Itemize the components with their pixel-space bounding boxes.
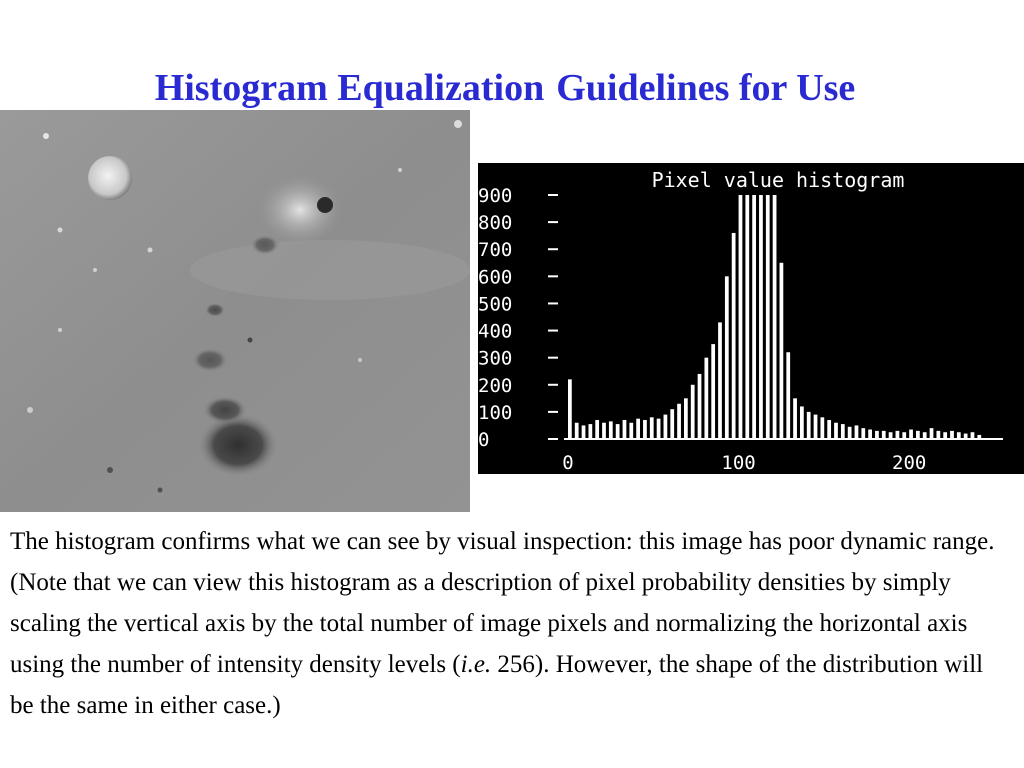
histogram-bar <box>684 398 688 439</box>
histogram-bar <box>766 195 770 439</box>
y-tick-label: 0 <box>478 429 490 451</box>
histogram-bars <box>568 195 981 439</box>
slide-title <box>0 64 1010 112</box>
y-tick-marks <box>548 195 558 439</box>
y-tick-label: 800 <box>478 212 513 235</box>
histogram-bar <box>923 432 927 439</box>
histogram-bar <box>718 322 722 439</box>
body-paragraph <box>10 521 1010 726</box>
histogram-bar <box>936 431 940 439</box>
histogram-bar <box>800 406 804 439</box>
y-tick-label: 700 <box>478 239 513 262</box>
histogram-bar <box>841 424 845 439</box>
histogram-bar <box>664 415 668 439</box>
histogram-bar <box>759 195 763 439</box>
histogram-bar <box>909 430 913 439</box>
histogram-bar <box>889 432 893 439</box>
histogram-bar <box>643 420 647 439</box>
title-part-1: Histogram Equalization <box>154 67 545 109</box>
histogram-bar <box>773 195 777 439</box>
histogram-bar <box>827 420 831 439</box>
chart-title: Pixel value histogram <box>651 168 905 192</box>
histogram-bar <box>582 425 586 439</box>
y-tick-label: 900 <box>478 185 513 207</box>
histogram-bar <box>868 430 872 439</box>
histogram-bar <box>957 432 961 439</box>
histogram-bar <box>848 427 852 439</box>
x-tick-label: 0 <box>562 452 574 474</box>
x-tick-label: 100 <box>721 452 756 474</box>
histogram-bar <box>807 412 811 439</box>
title-part-2: Guidelines for Use <box>556 67 856 109</box>
body-text-part-1: The histogram confirms what we can see by visual inspection: this image has poor dynamic range. (Note that we can view this histogram as a description of pixel probability densities by simply scaling the vertical axis by the total number of image pixels and normalizing the horizontal axis using the number of intensity density levels ( <box>10 528 995 678</box>
histogram-bar <box>575 423 579 439</box>
histogram-bar <box>786 352 790 439</box>
histogram-bar <box>943 432 947 439</box>
body-text-part-2: 256). However, the shape of the distribution will be the same in either case.) <box>10 651 984 719</box>
histogram-bar <box>875 431 879 439</box>
y-tick-label: 500 <box>478 293 513 316</box>
histogram-bar <box>732 233 736 439</box>
x-axis <box>562 452 926 474</box>
histogram-bar <box>677 404 681 439</box>
histogram-bar <box>691 385 695 439</box>
histogram-bar <box>650 417 654 439</box>
histogram-bar <box>793 398 797 439</box>
x-tick-label: 200 <box>892 452 927 474</box>
histogram-bar <box>780 263 784 439</box>
histogram-bar <box>752 195 756 439</box>
histogram-bar <box>834 423 838 439</box>
histogram-bar <box>855 425 859 439</box>
y-tick-label: 300 <box>478 347 513 370</box>
histogram-bar <box>616 424 620 439</box>
histogram-bar <box>623 420 627 439</box>
y-axis <box>478 185 512 451</box>
histogram-bar <box>745 195 749 439</box>
histogram-bar <box>950 431 954 439</box>
histogram-bar <box>629 423 633 439</box>
histogram-bar <box>896 431 900 439</box>
histogram-bar <box>704 358 708 439</box>
histogram-bar <box>739 195 743 439</box>
histogram-bar <box>657 419 661 439</box>
histogram-bar <box>711 344 715 439</box>
y-tick-label: 400 <box>478 320 513 343</box>
histogram-bar <box>861 428 865 439</box>
histogram-bar <box>609 421 613 439</box>
histogram-bar <box>588 424 592 439</box>
histogram-bar <box>902 432 906 439</box>
histogram-bar <box>636 419 640 439</box>
histogram-bar <box>602 423 606 439</box>
histogram-bar <box>820 417 824 439</box>
histogram-bar <box>882 431 886 439</box>
histogram-bar <box>595 420 599 439</box>
histogram-bar <box>971 432 975 439</box>
histogram-bar <box>670 409 674 439</box>
histogram-bar <box>698 374 702 439</box>
histogram-chart <box>478 163 1024 474</box>
histogram-bar <box>916 431 920 439</box>
histogram-bar <box>568 379 572 439</box>
y-tick-label: 100 <box>478 401 513 424</box>
grayscale-photo <box>0 110 470 512</box>
y-tick-label: 600 <box>478 266 513 289</box>
histogram-bar <box>725 276 729 439</box>
y-tick-label: 200 <box>478 374 513 397</box>
histogram-bar <box>930 428 934 439</box>
histogram-bar <box>814 415 818 439</box>
body-text-ie: i.e. <box>460 651 492 678</box>
